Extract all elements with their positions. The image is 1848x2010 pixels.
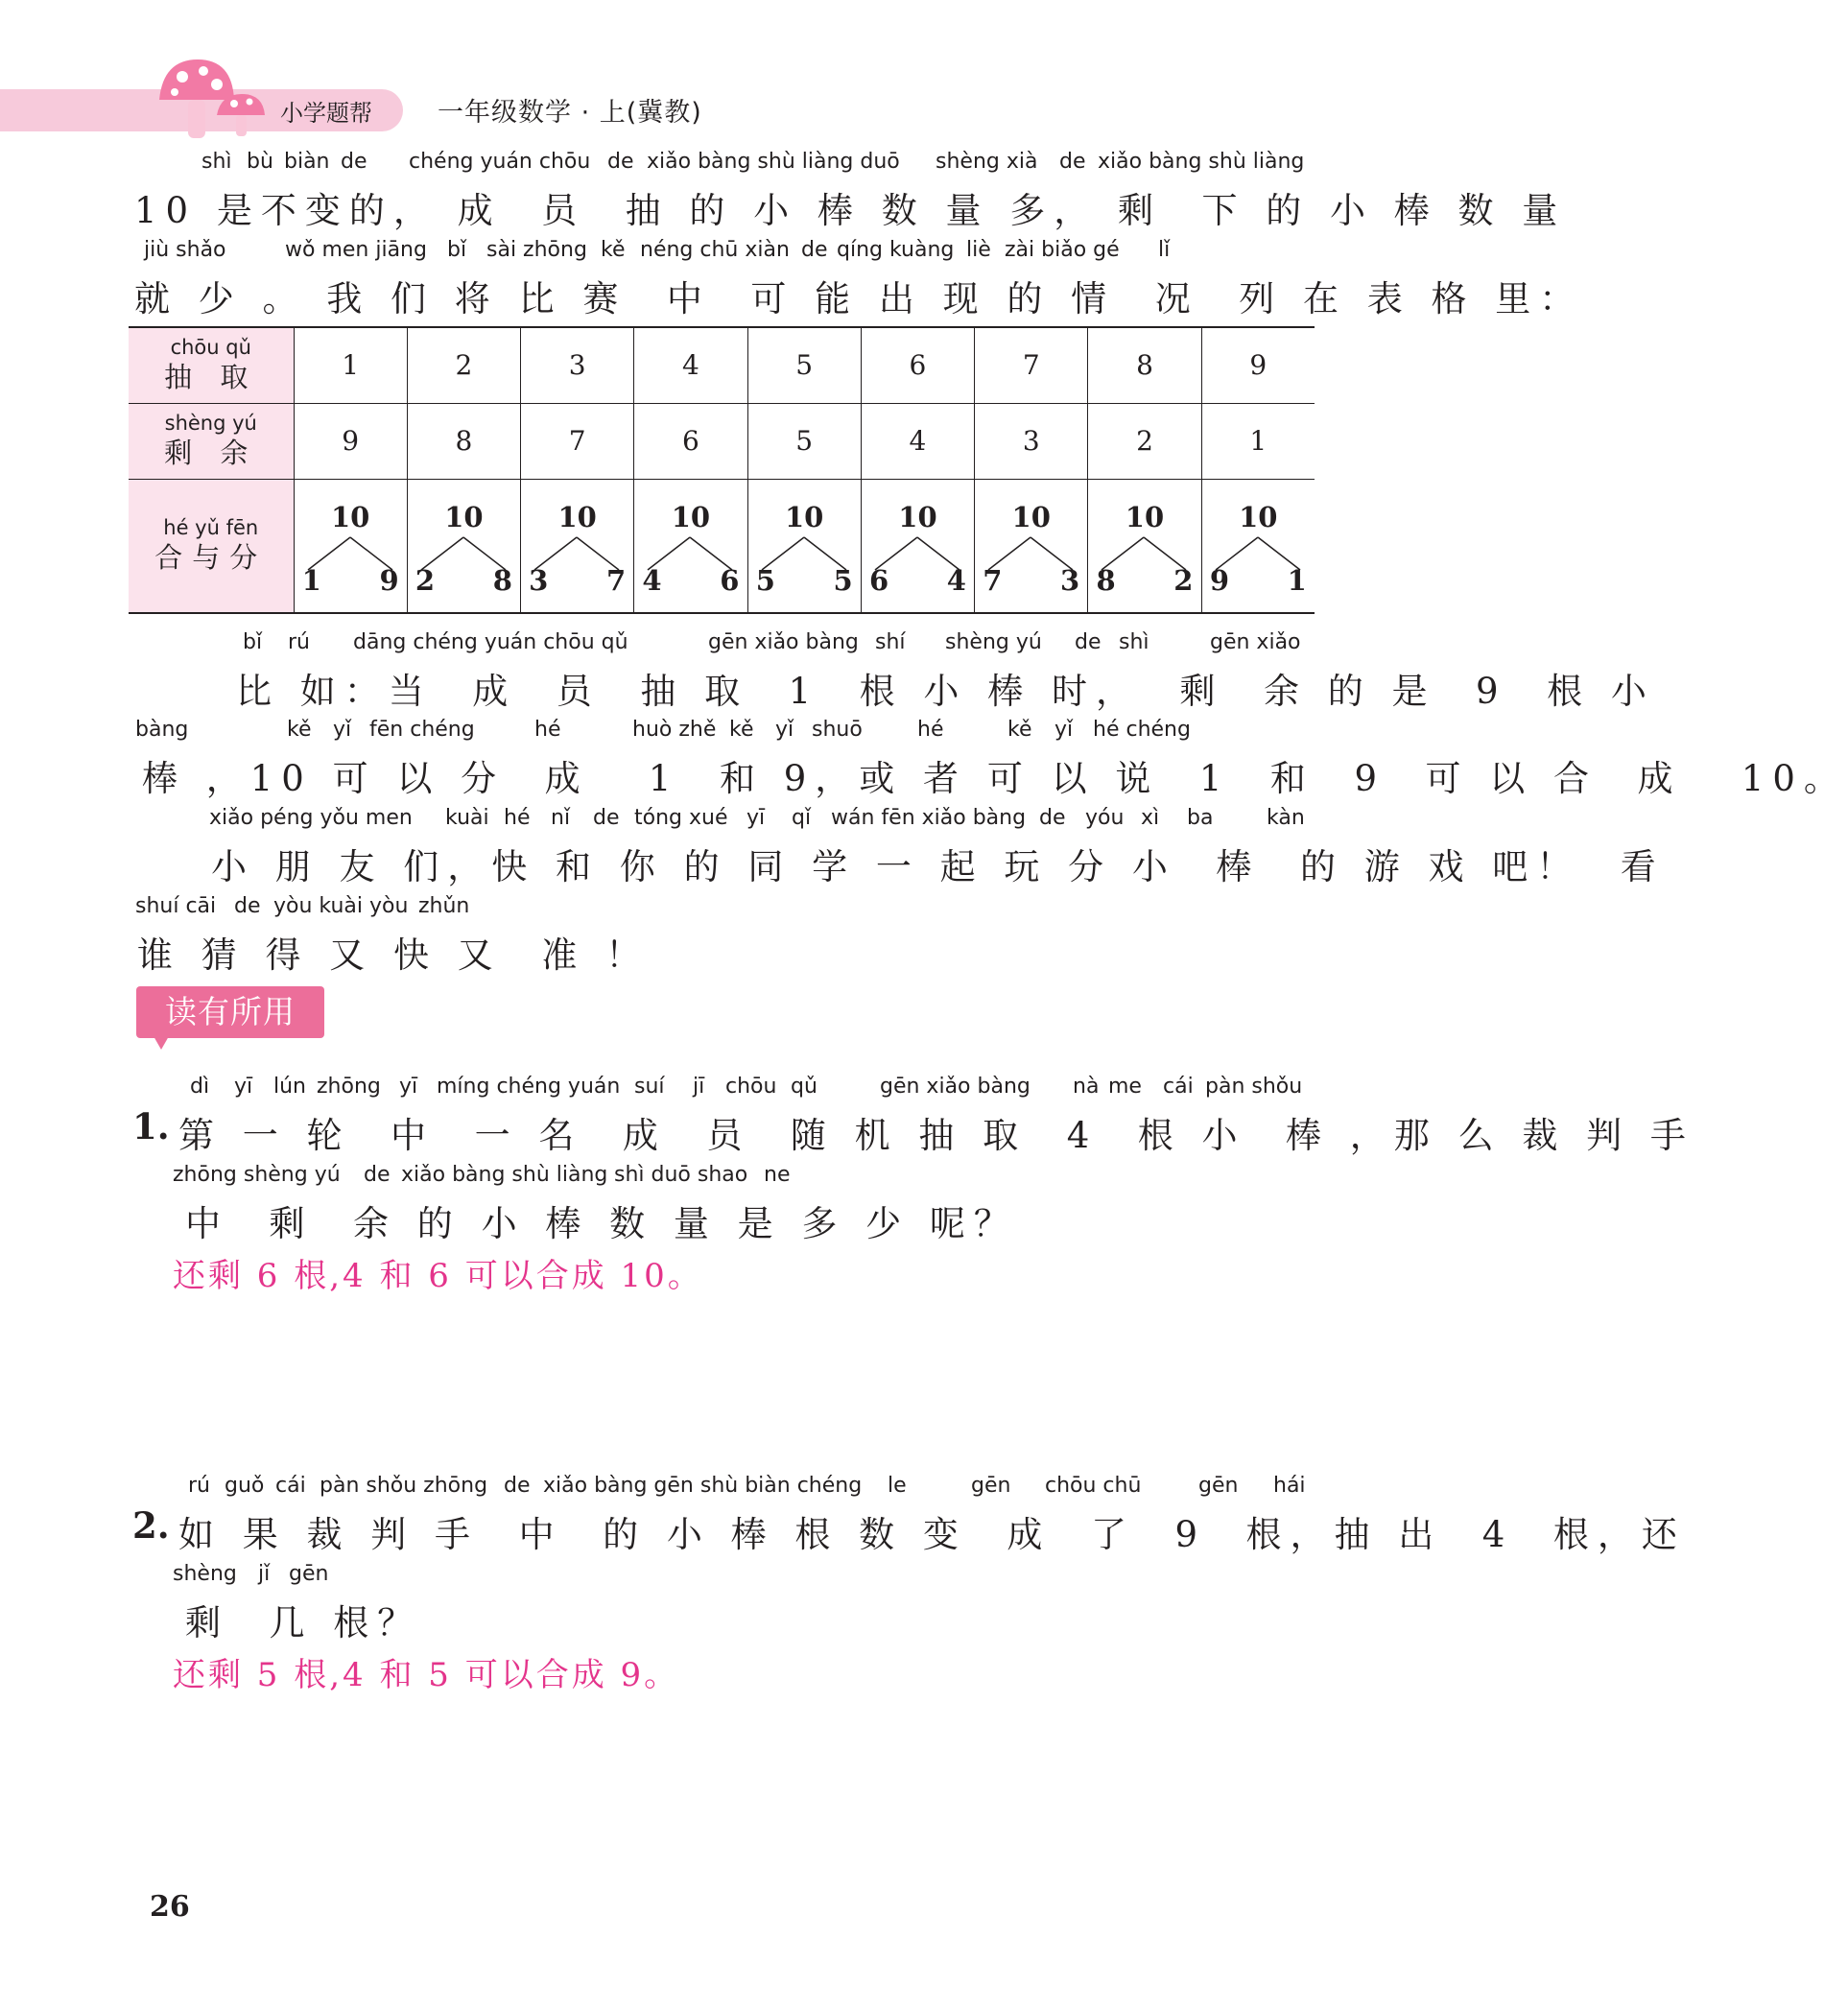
- pinyin: míng chéng yuán: [437, 1075, 621, 1099]
- table-cell: 6: [634, 403, 747, 479]
- pinyin: néng chū xiàn: [640, 238, 790, 262]
- table-cell: 1: [1201, 403, 1315, 479]
- pinyin: shì: [201, 150, 232, 174]
- row-label: chōu qǔ 抽 取: [129, 327, 294, 403]
- pinyin: jǐ: [258, 1562, 271, 1586]
- text-line: 小 朋 友 们，快 和 你 的 同 学 一 起 玩 分 小 棒 的 游 戏 吧！ 看: [211, 846, 1665, 887]
- pinyin: shí: [875, 630, 906, 654]
- text-line: 谁 猜 得 又 快 又 准 ！: [137, 934, 651, 976]
- text-line: 中 剩 余 的 小 棒 数 量 是 多 少 呢？: [185, 1203, 1018, 1244]
- pinyin: de: [801, 238, 828, 262]
- pinyin: zài biǎo gé: [1005, 238, 1120, 262]
- pinyin: me: [1108, 1075, 1142, 1099]
- pinyin: bù: [247, 150, 273, 174]
- text-line: 剩 几 根？: [185, 1602, 422, 1643]
- section-tag: 读有所用: [136, 986, 324, 1038]
- text-line: 棒 ，10 可 以 分 成 1 和 9，或 者 可 以 说 1 和 9 可 以 合 成 10。: [142, 758, 1848, 799]
- pinyin: yī: [234, 1075, 253, 1099]
- pinyin: yǐ: [1054, 718, 1074, 742]
- pinyin: shuō: [812, 718, 863, 742]
- answer-1: 还剩 6 根,4 和 6 可以合成 10。: [173, 1257, 703, 1295]
- pinyin: kě: [729, 718, 754, 742]
- table-row-taken: [129, 327, 1315, 403]
- split-cell: 10 4 6: [634, 479, 747, 613]
- pinyin: de: [1075, 630, 1102, 654]
- pinyin: de: [1039, 806, 1066, 830]
- table-cell: 4: [634, 327, 747, 403]
- brand-label: 小学题帮: [280, 100, 372, 127]
- pinyin: gēn: [971, 1474, 1011, 1498]
- pinyin: shèng yú: [945, 630, 1042, 654]
- pinyin: hé: [534, 718, 561, 742]
- pinyin: xiǎo péng yǒu men: [209, 806, 413, 830]
- pinyin: yóu: [1085, 806, 1125, 830]
- text-line: 10 是不变的， 成 员 抽 的 小 棒 数 量 多， 剩 下 的 小 棒 数 量: [134, 190, 1567, 231]
- table-cell: 1: [294, 327, 407, 403]
- pinyin: kuài: [445, 806, 489, 830]
- pinyin: yǐ: [333, 718, 352, 742]
- pinyin: dāng chéng yuán chōu qǔ: [353, 630, 628, 654]
- split-cell: 10 8 2: [1088, 479, 1201, 613]
- row-label: shèng yú 剩 余: [129, 403, 294, 479]
- pinyin: yǐ: [775, 718, 794, 742]
- table-cell: 3: [521, 327, 634, 403]
- table-cell: 5: [747, 403, 861, 479]
- split-cell: 10 7 3: [975, 479, 1088, 613]
- pinyin: ne: [764, 1163, 791, 1187]
- pinyin: dì: [190, 1075, 210, 1099]
- pinyin: bàng: [135, 718, 189, 742]
- pinyin: xiǎo bàng shù liàng duō: [647, 150, 900, 174]
- pinyin: zhōng shèng yú: [173, 1163, 341, 1187]
- pinyin: fēn chéng: [369, 718, 475, 742]
- pinyin: lǐ: [1158, 238, 1171, 262]
- table-cell: 3: [975, 403, 1088, 479]
- pinyin: de: [607, 150, 634, 174]
- pinyin: xiǎo bàng gēn shù biàn chéng: [543, 1474, 863, 1498]
- pinyin: xì: [1141, 806, 1160, 830]
- pinyin: bǐ: [447, 238, 467, 262]
- pinyin: jiù shǎo: [144, 238, 226, 262]
- pinyin: liè: [966, 238, 991, 262]
- pinyin: de: [364, 1163, 391, 1187]
- pinyin: chōu: [725, 1075, 777, 1099]
- table-cell: 8: [1088, 327, 1201, 403]
- pinyin: shuí cāi: [135, 894, 217, 918]
- pinyin: huò zhě: [632, 718, 717, 742]
- pinyin: gēn xiǎo bàng: [880, 1075, 1031, 1099]
- table-cell: 5: [747, 327, 861, 403]
- table-cell: 7: [521, 403, 634, 479]
- answer-2: 还剩 5 根,4 和 5 可以合成 9。: [173, 1656, 680, 1694]
- row-label: hé yǔ fēn 合与分: [129, 479, 294, 613]
- pinyin: shì duō shao: [614, 1163, 748, 1187]
- pinyin: de: [234, 894, 261, 918]
- pinyin: hái: [1273, 1474, 1306, 1498]
- pinyin: shì: [1119, 630, 1149, 654]
- mushroom-icon: [154, 56, 269, 142]
- split-cell: 10 2 8: [407, 479, 520, 613]
- pinyin: tóng xué: [634, 806, 728, 830]
- pinyin: biàn: [284, 150, 330, 174]
- pinyin: xiǎo bàng shù liàng: [401, 1163, 608, 1187]
- pinyin: qǔ: [791, 1075, 817, 1099]
- pinyin: bǐ: [243, 630, 263, 654]
- pinyin: xiǎo bàng shù liàng: [1098, 150, 1305, 174]
- pinyin: kě: [601, 238, 626, 262]
- pinyin: shèng xià: [936, 150, 1038, 174]
- pinyin: gēn xiǎo: [1210, 630, 1301, 654]
- table-cell: 2: [407, 327, 520, 403]
- pinyin: chéng yuán chōu: [409, 150, 591, 174]
- pinyin: suí: [634, 1075, 665, 1099]
- pinyin: zhōng: [317, 1075, 381, 1099]
- pinyin: le: [888, 1474, 907, 1498]
- pinyin: de: [341, 150, 367, 174]
- pinyin: hé: [504, 806, 531, 830]
- pinyin: cái: [1163, 1075, 1194, 1099]
- table-cell: 4: [861, 403, 974, 479]
- pinyin: pàn shǒu: [1205, 1075, 1303, 1099]
- text-line: 比 如：当 成 员 抽 取 1 根 小 棒 时， 剩 余 的 是 9 根 小: [236, 671, 1655, 712]
- pinyin: kàn: [1267, 806, 1305, 830]
- section-tag-tail: [154, 1036, 169, 1050]
- pinyin: gēn xiǎo bàng: [708, 630, 859, 654]
- pinyin: lún: [273, 1075, 306, 1099]
- pinyin: wán fēn xiǎo bàng: [831, 806, 1027, 830]
- pinyin: wǒ men jiāng: [285, 238, 427, 262]
- pinyin: zhǔn: [418, 894, 470, 918]
- table-cell: 9: [294, 403, 407, 479]
- pinyin: guǒ: [225, 1474, 265, 1498]
- pinyin: de: [593, 806, 620, 830]
- pinyin: yī: [746, 806, 766, 830]
- split-table: [129, 326, 1315, 614]
- pinyin: nǐ: [551, 806, 571, 830]
- split-cell: 10 1 9: [294, 479, 407, 613]
- split-cell: 10 6 4: [861, 479, 974, 613]
- pinyin: nà: [1073, 1075, 1100, 1099]
- table-cell: 2: [1088, 403, 1201, 479]
- split-cell: 10 3 7: [521, 479, 634, 613]
- table-cell: 6: [861, 327, 974, 403]
- table-cell: 9: [1201, 327, 1315, 403]
- pinyin: rú: [188, 1474, 210, 1498]
- pinyin: de: [1059, 150, 1086, 174]
- pinyin: pàn shǒu zhōng: [320, 1474, 488, 1498]
- text-line: 如 果 裁 判 手 中 的 小 棒 根 数 变 成 了 9 根，抽 出 4 根，还: [178, 1514, 1686, 1555]
- pinyin: yòu kuài yòu: [273, 894, 409, 918]
- pinyin: qǐ: [792, 806, 812, 830]
- pinyin: sài zhōng: [486, 238, 587, 262]
- pinyin: qíng kuàng: [837, 238, 955, 262]
- pinyin: shèng: [173, 1562, 237, 1586]
- table-cell: 8: [407, 403, 520, 479]
- table-row-splits: [129, 479, 1315, 613]
- pinyin: kě: [287, 718, 312, 742]
- pinyin: gēn: [289, 1562, 329, 1586]
- pinyin: jī: [693, 1075, 705, 1099]
- pinyin: chōu chū: [1045, 1474, 1142, 1498]
- text-line: 就 少 。 我 们 将 比 赛 中 可 能 出 现 的 情 况 列 在 表 格 里：: [134, 278, 1584, 319]
- pinyin: rú: [288, 630, 310, 654]
- table-row-remaining: [129, 403, 1315, 479]
- pinyin: cái: [275, 1474, 306, 1498]
- text-line: 第 一 轮 中 一 名 成 员 随 机 抽 取 4 根 小 棒 ，那 么 裁 判 手: [178, 1115, 1694, 1156]
- question-number: 2.: [132, 1504, 170, 1547]
- question-number: 1.: [132, 1105, 170, 1147]
- pinyin: ba: [1187, 806, 1214, 830]
- split-cell: 10 5 5: [747, 479, 861, 613]
- pinyin: yī: [399, 1075, 418, 1099]
- page-number: 26: [150, 1890, 190, 1924]
- book-title: 一年级数学 · 上(冀教): [438, 98, 702, 128]
- pinyin: hé: [917, 718, 944, 742]
- table-cell: 7: [975, 327, 1088, 403]
- pinyin: hé chéng: [1093, 718, 1191, 742]
- pinyin: de: [504, 1474, 531, 1498]
- pinyin: kě: [1007, 718, 1032, 742]
- split-cell: 10 9 1: [1201, 479, 1315, 613]
- pinyin: gēn: [1198, 1474, 1239, 1498]
